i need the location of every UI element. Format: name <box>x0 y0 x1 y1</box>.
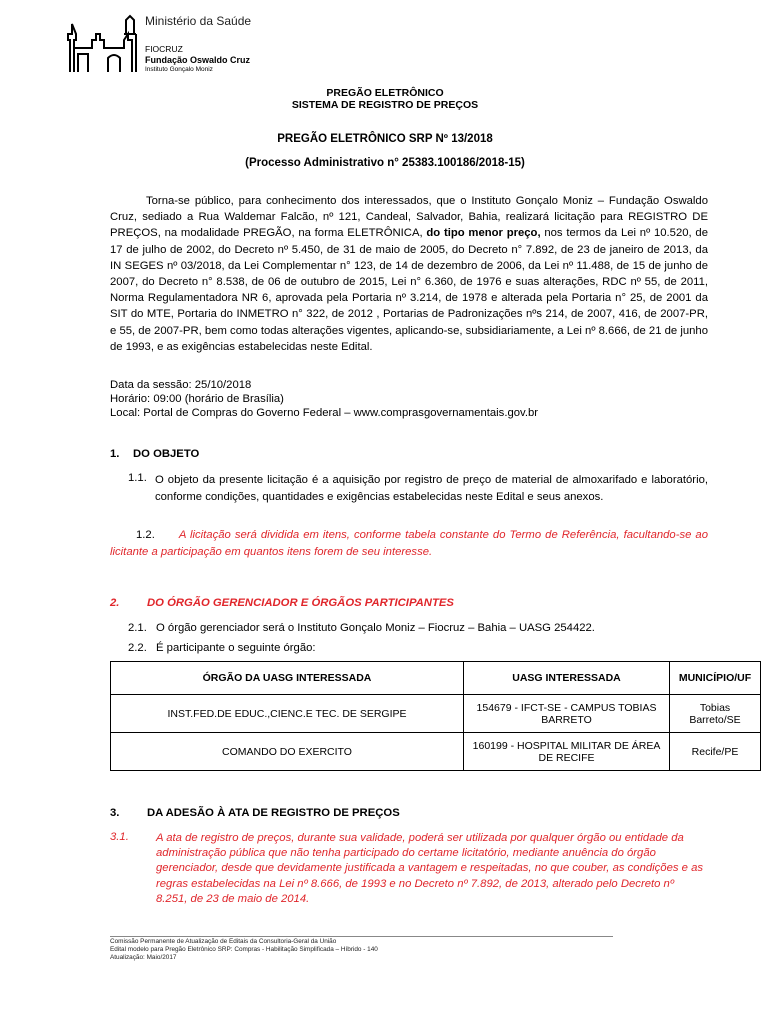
title-srp: PREGÃO ELETRÔNICO SRP Nº 13/2018 <box>277 133 493 145</box>
fiocruz-castle-logo <box>64 14 156 74</box>
section3-number: 3. <box>110 807 120 819</box>
table-cell: Tobias Barreto/SE <box>670 695 761 733</box>
table-cell: INST.FED.DE EDUC.,CIENC.E TEC. DE SERGIPE <box>111 695 464 733</box>
item-2-2-number: 2.2. <box>128 642 147 654</box>
item-1-2 <box>110 527 708 560</box>
section2-number: 2. <box>110 597 120 609</box>
table-header-row <box>111 662 761 695</box>
intro-paragraph <box>110 193 708 355</box>
table-cell: 160199 - HOSPITAL MILITAR DE ÁREA DE RECIFE <box>464 733 670 771</box>
footer-divider <box>110 936 613 937</box>
foundation-name: Fundação Oswaldo Cruz <box>145 55 251 65</box>
ministry-name: Ministério da Saúde <box>145 14 252 28</box>
item-1-2-text: A licitação será dividida em itens, conforme tabela constante do Termo de Referência, facultando-se ao licitante a participação em quantos itens forem de seu interesse. <box>110 529 708 558</box>
title-process: (Processo Administrativo n° 25383.100186/2018-15) <box>245 157 525 169</box>
table-header-cell: ÓRGÃO DA UASG INTERESSADA <box>111 662 464 695</box>
title-line1: PREGÃO ELETRÔNICO <box>326 87 444 99</box>
item-1-1-number: 1.1. <box>128 472 147 484</box>
fiocruz-label: FIOCRUZ <box>145 44 183 54</box>
section3-title: DA ADESÃO À ATA DE REGISTRO DE PREÇOS <box>147 807 400 819</box>
footer-line1: Comissão Permanente de Atualização de Editais da Consultoria-Geral da União <box>110 938 337 945</box>
session-block <box>110 378 708 420</box>
participants-table <box>110 661 761 771</box>
item-1-2-number: 1.2. <box>136 529 155 541</box>
footer-line3: Atualização: Maio/2017 <box>110 954 177 961</box>
item-3-1-number: 3.1. <box>110 831 129 843</box>
session-date: Data da sessão: 25/10/2018 <box>110 379 252 391</box>
item-2-2-text: É participante o seguinte órgão: <box>156 642 316 654</box>
intro-part1: Torna-se público, para conhecimento dos interessados, que o Instituto Gonçalo Moniz – Fundação Oswaldo Cruz, sediado a Rua Waldemar Falcão, nº 121, Candeal, Salvador, Bahia, realizará licitação para REGISTRO DE PREÇOS, na modalidade PREGÃO, na forma ELETRÔNICA, <box>110 195 708 240</box>
session-place: Local: Portal de Compras do Governo Federal – www.comprasgovernamentais.gov.br <box>110 407 539 419</box>
table-cell: COMANDO DO EXERCITO <box>111 733 464 771</box>
institute-name: Instituto Gonçalo Moniz <box>145 66 213 73</box>
table-header-cell: UASG INTERESSADA <box>464 662 670 695</box>
item-2-1-number: 2.1. <box>128 622 147 634</box>
intro-part2: nos termos da Lei nº 10.520, de 17 de julho de 2002, do Decreto nº 5.450, de 31 de maio de 2005, do Decreto n° 7.892, de 23 de janeiro de 2013, da IN SEGES nº 03/2018, da Lei Complementar n° 123, de 14 de dezembro de 2006, da Lei nº 11.488, de 15 de junho de 2007, do Decreto n° 8.538, de 06 de outubro de 2015, Lei n° 6.360, de 1976 e suas alterações, RDC nº 55, de 2011, Norma Regulamentadora NR 6, aprovada pela Portaria nº 3.214, de 1978 e alterada pela Portaria n° 25, de 2001 da SIT do MTE, Portaria do INMETRO n° 322, de 2012 , Portarias de Padronizações nºs 214, de 2007, 416, de 2007-PR, e 55, de 2007-PR, bem como todas alterações vigentes, aplicando-se, subsidiariamente, a Lei nº 8.666, de 21 de junho de 1993, e as exigências estabelecidas neste Edital. <box>110 227 708 353</box>
session-time: Horário: 09:00 (horário de Brasília) <box>110 393 284 405</box>
item-2-1-text: O órgão gerenciador será o Instituto Gonçalo Moniz – Fiocruz – Bahia – UASG 254422. <box>156 622 595 634</box>
section1-number: 1. <box>110 448 120 460</box>
table-row <box>111 695 761 733</box>
intro-bold: do tipo menor preço, <box>426 227 541 240</box>
table-cell: Recife/PE <box>670 733 761 771</box>
table-row <box>111 733 761 771</box>
table-cell: 154679 - IFCT-SE - CAMPUS TOBIAS BARRETO <box>464 695 670 733</box>
section1-title: DO OBJETO <box>133 448 200 460</box>
title-line2: SISTEMA DE REGISTRO DE PREÇOS <box>291 99 479 111</box>
item-1-1-text: O objeto da presente licitação é a aquisição por registro de preço de material de almoxarifado e laboratório, conforme condições, quantidades e exigências estabelecidas neste Edital e seus anexos. <box>155 474 708 503</box>
table-header-cell: MUNICÍPIO/UF <box>670 662 761 695</box>
item-3-1-text: A ata de registro de preços, durante sua validade, poderá ser utilizada por qualquer órgão ou entidade da administração pública que não tenha participado do certame licitatório, mediante anuência do órgão gerenciador, desde que devidamente justificada a vantagem e respeitadas, no que couber, as condições e as regras estabelecidas na Lei nº 8.666, de 1993 e no Decreto nº 7.892, de 2013, alterado pelo Decreto nº 8.251, de 23 de maio de 2014. <box>156 832 704 905</box>
section2-title: DO ÓRGÃO GERENCIADOR E ÓRGÃOS PARTICIPANTES <box>147 597 454 609</box>
footer-line2: Edital modelo para Pregão Eletrônico SRP: Compras - Habilitação Simplificada – Híbrido - 140 <box>110 946 378 953</box>
